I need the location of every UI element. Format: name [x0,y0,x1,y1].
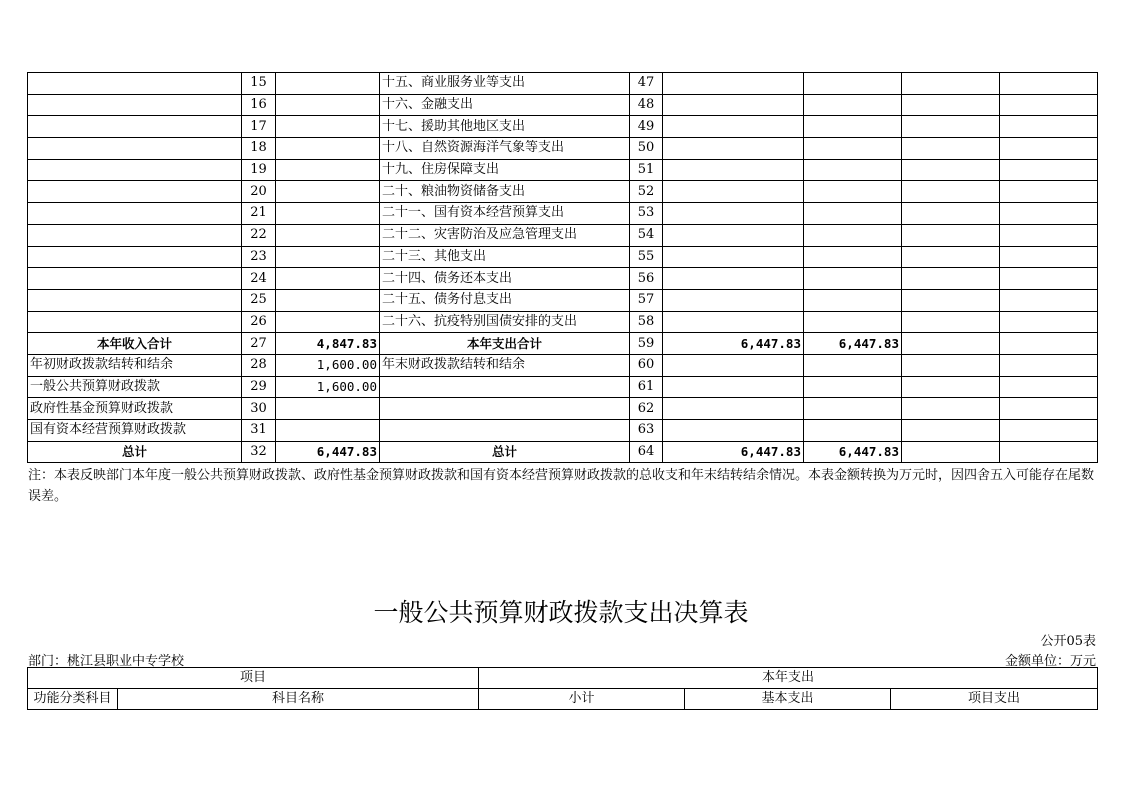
expense-name-cell: 二十一、国有资本经营预算支出 [380,203,630,225]
income-seq-cell: 27 [242,333,276,355]
income-seq-cell: 25 [242,289,276,311]
table-row [28,94,1098,116]
table-row [28,333,1098,355]
income-label-cell [28,94,242,116]
income-seq-cell: 17 [242,116,276,138]
expense-project-cell [902,138,1000,160]
expense-other-cell [1000,246,1098,268]
expense-line-cell: 54 [630,224,663,246]
income-label-cell [28,289,242,311]
income-seq-cell: 24 [242,268,276,290]
expense-other-cell [1000,311,1098,333]
income-amount-cell [276,289,380,311]
expense-line-cell: 47 [630,73,663,95]
table-note: 注：本表反映部门本年度一般公共预算财政拨款、政府性基金预算财政拨款和国有资本经营预算财政拨款的总收支和年末结转结余情况。本表金额转换为万元时，因四舍五入可能存在尾数误差。 [28,468,1095,504]
expense-line-cell: 57 [630,289,663,311]
expense-basic-cell: 6,447.83 [804,333,902,355]
expense-basic-cell [804,289,902,311]
income-seq-cell: 16 [242,94,276,116]
income-amount-cell [276,268,380,290]
table-row [28,354,1098,376]
expense-total-cell: 6,447.83 [663,441,804,463]
department-label: 部门：桃江县职业中专学校 [28,654,185,669]
col-subject-name: 科目名称 [118,689,479,710]
income-amount-cell [276,203,380,225]
expense-other-cell [1000,289,1098,311]
income-amount-cell [276,73,380,95]
expense-project-cell [902,333,1000,355]
expense-line-cell: 48 [630,94,663,116]
income-label-cell: 本年收入合计 [28,333,242,355]
expense-other-cell [1000,354,1098,376]
income-seq-cell: 22 [242,224,276,246]
income-amount-cell [276,311,380,333]
expense-name-cell [380,376,630,398]
expense-other-cell [1000,441,1098,463]
expenditure-table [27,667,1098,710]
expense-line-cell: 56 [630,268,663,290]
table-row [28,138,1098,160]
expense-project-cell [902,181,1000,203]
expense-total-cell [663,116,804,138]
expense-basic-cell [804,398,902,420]
income-seq-cell: 19 [242,159,276,181]
income-label-cell [28,159,242,181]
expense-project-cell [902,289,1000,311]
expense-project-cell [902,441,1000,463]
table-row [28,159,1098,181]
expense-project-cell [902,73,1000,95]
income-amount-cell [276,224,380,246]
income-expense-table-body [28,73,1098,463]
expense-basic-cell [804,116,902,138]
income-amount-cell [276,159,380,181]
expense-total-cell: 6,447.83 [663,333,804,355]
income-seq-cell: 28 [242,354,276,376]
income-label-cell [28,181,242,203]
income-amount-cell [276,116,380,138]
expense-total-cell [663,289,804,311]
expense-project-cell [902,94,1000,116]
income-amount-cell: 1,600.00 [276,376,380,398]
expense-name-cell: 二十二、灾害防治及应急管理支出 [380,224,630,246]
income-amount-cell [276,138,380,160]
table-row [28,268,1098,290]
income-label-cell [28,116,242,138]
expense-basic-cell [804,268,902,290]
expense-basic-cell [804,138,902,160]
expense-basic-cell [804,376,902,398]
expense-name-cell: 二十三、其他支出 [380,246,630,268]
income-label-cell: 国有资本经营预算财政拨款 [28,420,242,442]
expense-other-cell [1000,224,1098,246]
expense-other-cell [1000,94,1098,116]
income-amount-cell [276,94,380,116]
expense-total-cell [663,181,804,203]
expense-line-cell: 50 [630,138,663,160]
expense-basic-cell [804,420,902,442]
expense-name-cell: 十五、商业服务业等支出 [380,73,630,95]
income-label-cell [28,311,242,333]
expense-line-cell: 62 [630,398,663,420]
expense-name-cell: 总计 [380,441,630,463]
expense-other-cell [1000,376,1098,398]
income-amount-cell [276,246,380,268]
expense-total-cell [663,311,804,333]
expense-total-cell [663,159,804,181]
income-seq-cell: 23 [242,246,276,268]
expense-total-cell [663,94,804,116]
expense-total-cell [663,203,804,225]
table-row [28,420,1098,442]
expense-name-cell [380,398,630,420]
table-row [28,289,1098,311]
table-row [28,398,1098,420]
table-row [28,246,1098,268]
expense-basic-cell [804,94,902,116]
expense-basic-cell [804,159,902,181]
table-code: 公开05表 [1040,634,1096,649]
expense-name-cell: 本年支出合计 [380,333,630,355]
income-seq-cell: 31 [242,420,276,442]
income-label-cell: 政府性基金预算财政拨款 [28,398,242,420]
income-seq-cell: 18 [242,138,276,160]
expense-other-cell [1000,420,1098,442]
unit-label: 金额单位：万元 [1004,654,1096,669]
expense-total-cell [663,268,804,290]
expense-basic-cell: 6,447.83 [804,441,902,463]
expense-other-cell [1000,268,1098,290]
income-amount-cell: 6,447.83 [276,441,380,463]
table-row [28,441,1098,463]
expense-line-cell: 58 [630,311,663,333]
expense-other-cell [1000,333,1098,355]
expense-project-cell [902,376,1000,398]
income-seq-cell: 20 [242,181,276,203]
expense-line-cell: 53 [630,203,663,225]
expense-project-cell [902,420,1000,442]
income-label-cell [28,73,242,95]
expense-total-cell [663,224,804,246]
expense-basic-cell [804,354,902,376]
income-seq-cell: 15 [242,73,276,95]
expense-name-cell [380,420,630,442]
expense-name-cell: 年末财政拨款结转和结余 [380,354,630,376]
expense-name-cell: 二十、粮油物资储备支出 [380,181,630,203]
expense-name-cell: 十七、援助其他地区支出 [380,116,630,138]
table-row [28,376,1098,398]
expense-name-cell: 二十五、债务付息支出 [380,289,630,311]
expense-line-cell: 55 [630,246,663,268]
page-title: 一般公共预算财政拨款支出决算表 [373,598,749,627]
expense-total-cell [663,376,804,398]
expense-line-cell: 51 [630,159,663,181]
income-seq-cell: 30 [242,398,276,420]
expense-basic-cell [804,246,902,268]
income-seq-cell: 29 [242,376,276,398]
table-row [28,116,1098,138]
header-project: 项目 [28,668,479,689]
expense-line-cell: 60 [630,354,663,376]
table-header-row [28,689,1098,710]
col-basic: 基本支出 [685,689,891,710]
income-amount-cell: 4,847.83 [276,333,380,355]
expense-line-cell: 52 [630,181,663,203]
expense-name-cell: 十八、自然资源海洋气象等支出 [380,138,630,160]
expense-name-cell: 十六、金融支出 [380,94,630,116]
expense-total-cell [663,246,804,268]
expense-total-cell [663,138,804,160]
expense-project-cell [902,268,1000,290]
expense-line-cell: 49 [630,116,663,138]
expense-basic-cell [804,73,902,95]
expense-other-cell [1000,116,1098,138]
table-row [28,203,1098,225]
table-row [28,181,1098,203]
expense-project-cell [902,246,1000,268]
income-label-cell [28,268,242,290]
col-project: 项目支出 [891,689,1098,710]
income-label-cell: 年初财政拨款结转和结余 [28,354,242,376]
table-header-row [28,668,1098,689]
expense-basic-cell [804,203,902,225]
income-amount-cell [276,420,380,442]
income-seq-cell: 32 [242,441,276,463]
income-amount-cell: 1,600.00 [276,354,380,376]
income-label-cell [28,203,242,225]
expense-total-cell [663,73,804,95]
expense-basic-cell [804,181,902,203]
expense-basic-cell [804,311,902,333]
expense-line-cell: 64 [630,441,663,463]
income-label-cell [28,138,242,160]
expense-project-cell [902,159,1000,181]
income-amount-cell [276,398,380,420]
income-expense-table [27,72,1098,463]
income-label-cell: 一般公共预算财政拨款 [28,376,242,398]
expense-name-cell: 二十四、债务还本支出 [380,268,630,290]
expense-line-cell: 61 [630,376,663,398]
expense-other-cell [1000,398,1098,420]
header-current-year: 本年支出 [479,668,1098,689]
expense-project-cell [902,398,1000,420]
income-amount-cell [276,181,380,203]
table-row [28,311,1098,333]
expense-name-cell: 十九、住房保障支出 [380,159,630,181]
income-seq-cell: 26 [242,311,276,333]
expense-project-cell [902,224,1000,246]
expense-line-cell: 59 [630,333,663,355]
col-subtotal: 小计 [479,689,685,710]
expense-total-cell [663,420,804,442]
expense-name-cell: 二十六、抗疫特别国债安排的支出 [380,311,630,333]
expense-project-cell [902,116,1000,138]
col-function-code: 功能分类科目 [28,689,118,710]
expense-line-cell: 63 [630,420,663,442]
income-label-cell [28,246,242,268]
income-label-cell [28,224,242,246]
expense-other-cell [1000,138,1098,160]
table-row [28,224,1098,246]
expense-total-cell [663,354,804,376]
income-label-cell: 总计 [28,441,242,463]
expense-other-cell [1000,203,1098,225]
expense-project-cell [902,203,1000,225]
expense-project-cell [902,354,1000,376]
expense-other-cell [1000,181,1098,203]
expense-project-cell [902,311,1000,333]
expense-other-cell [1000,73,1098,95]
income-seq-cell: 21 [242,203,276,225]
expense-total-cell [663,398,804,420]
table-row [28,73,1098,95]
expense-other-cell [1000,159,1098,181]
expense-basic-cell [804,224,902,246]
